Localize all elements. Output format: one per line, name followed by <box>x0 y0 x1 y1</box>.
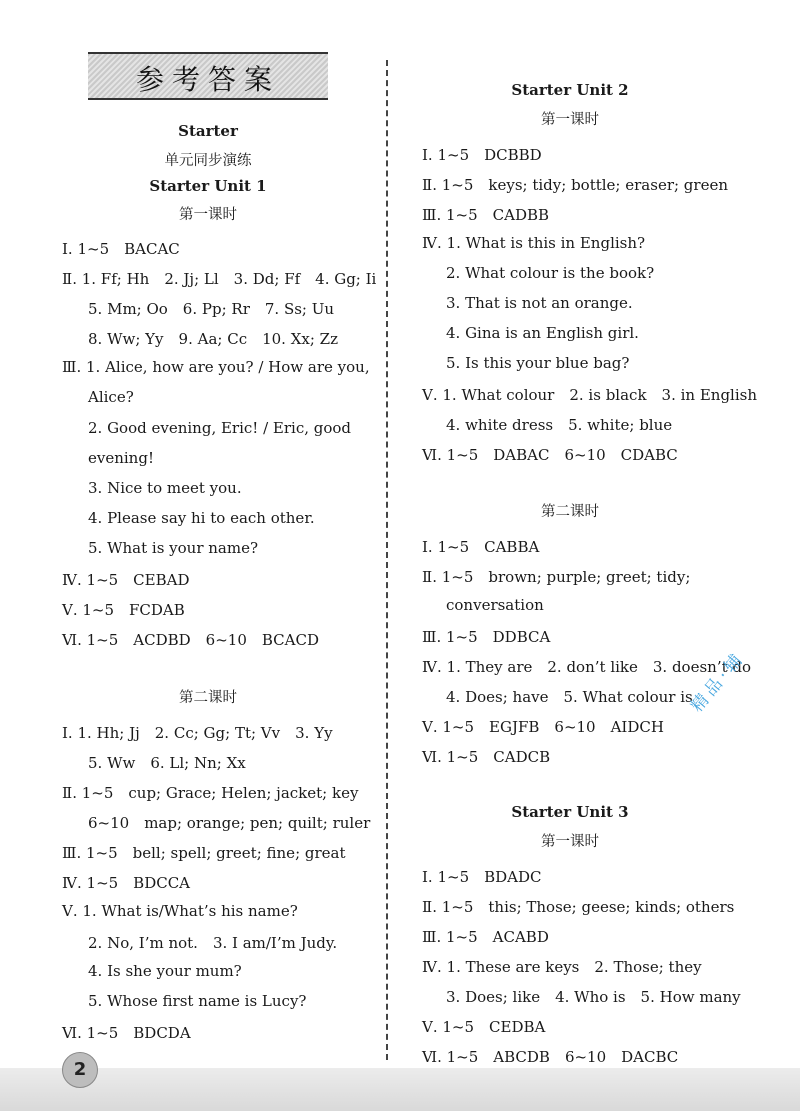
subsection-title: 单元同步演练 <box>164 153 252 169</box>
answer-line: Ⅳ. 1~5 CEBAD <box>62 571 190 589</box>
answer-line: Ⅱ. 1. Ff; Hh 2. Jj; Ll 3. Dd; Ff 4. Gg; Ii <box>62 270 377 288</box>
answer-line: Ⅴ. 1. What is/What’s his name? <box>62 902 298 920</box>
answer-line: Ⅵ. 1~5 DABAC 6~10 CDABC <box>422 446 678 464</box>
answer-line: Ⅱ. 1~5 brown; purple; greet; tidy; <box>422 568 691 586</box>
answer-line: Ⅵ. 1~5 ABCDB 6~10 DACBC <box>422 1048 679 1066</box>
answer-line: 6~10 map; orange; pen; quilt; ruler <box>88 814 371 832</box>
answer-line: Ⅰ. 1~5 DCBBD <box>422 146 542 164</box>
answer-line: Ⅴ. 1~5 CEDBA <box>422 1018 546 1036</box>
answer-line: conversation <box>446 596 544 614</box>
answer-line: Ⅳ. 1. They are 2. don’t like 3. doesn’t do <box>422 658 752 676</box>
answer-line: Ⅵ. 1~5 CADCB <box>422 748 551 766</box>
answer-line: 5. Is this your blue bag? <box>446 354 630 372</box>
answer-line: 8. Ww; Yy 9. Aa; Cc 10. Xx; Zz <box>88 330 338 348</box>
answer-line: Ⅴ. 1~5 EGJFB 6~10 AIDCH <box>422 718 664 736</box>
answer-line: Ⅳ. 1~5 BDCCA <box>62 874 191 892</box>
answer-line: 5. Whose first name is Lucy? <box>88 992 307 1010</box>
answer-line: Ⅰ. 1. Hh; Jj 2. Cc; Gg; Tt; Vv 3. Yy <box>62 724 333 742</box>
lesson-title: 第二课时 <box>541 504 599 520</box>
answer-line: Ⅲ. 1~5 DDBCA <box>422 628 551 646</box>
answer-line: 4. Does; have 5. What colour is <box>446 688 693 706</box>
answer-line: 5. What is your name? <box>88 539 259 557</box>
answer-line: Ⅴ. 1. What colour 2. is black 3. in English <box>422 386 758 404</box>
answer-line: Ⅰ. 1~5 BACAC <box>62 240 180 258</box>
answer-line: 2. No, I’m not. 3. I am/I’m Judy. <box>88 934 338 952</box>
answer-line: Ⅲ. 1. Alice, how are you? / How are you, <box>62 358 370 376</box>
banner-title: 参考答案 <box>135 63 280 96</box>
lesson-title: 第一课时 <box>541 834 599 850</box>
answer-line: 2. What colour is the book? <box>446 264 655 282</box>
lesson-title: 第一课时 <box>541 112 599 128</box>
answer-line: Ⅲ. 1~5 CADBB <box>422 206 550 224</box>
answer-line: Ⅱ. 1~5 keys; tidy; bottle; eraser; green <box>422 176 728 194</box>
answer-line: Ⅳ. 1. These are keys 2. Those; they <box>422 958 702 976</box>
lesson-title: 第一课时 <box>179 207 237 223</box>
answer-line: Ⅰ. 1~5 BDADC <box>422 868 542 886</box>
answer-line: Ⅵ. 1~5 BDCDA <box>62 1024 191 1042</box>
answer-line: 4. Please say hi to each other. <box>88 509 315 527</box>
answer-line: Ⅳ. 1. What is this in English? <box>422 234 646 252</box>
answer-line: Ⅰ. 1~5 CABBA <box>422 538 540 556</box>
answer-line: 5. Ww 6. Ll; Nn; Xx <box>88 754 246 772</box>
lesson-title: 第二课时 <box>179 690 237 706</box>
answer-key-banner <box>88 52 328 100</box>
answer-line: Ⅱ. 1~5 cup; Grace; Helen; jacket; key <box>62 784 359 802</box>
answer-line: 4. Is she your mum? <box>88 962 242 980</box>
answer-line: 5. Mm; Oo 6. Pp; Rr 7. Ss; Uu <box>88 300 335 318</box>
answer-line: Ⅵ. 1~5 ACDBD 6~10 BCACD <box>62 631 319 649</box>
page-number: 2 <box>62 1052 98 1088</box>
watermark: 精品·辅 <box>687 647 750 717</box>
answer-line: 3. That is not an orange. <box>446 294 633 312</box>
page-footer <box>0 1068 800 1111</box>
answer-line: Ⅲ. 1~5 ACABD <box>422 928 549 946</box>
unit-title: Starter Unit 3 <box>511 803 629 821</box>
section-title: Starter <box>178 122 238 140</box>
unit-title: Starter Unit 2 <box>511 81 629 99</box>
answer-line: Ⅱ. 1~5 this; Those; geese; kinds; others <box>422 898 735 916</box>
answer-line: 4. white dress 5. white; blue <box>446 416 673 434</box>
answer-line: Alice? <box>88 388 134 406</box>
answer-line: 2. Good evening, Eric! / Eric, good <box>88 419 352 437</box>
answer-line: 3. Nice to meet you. <box>88 479 242 497</box>
answer-line: Ⅲ. 1~5 bell; spell; greet; fine; great <box>62 844 346 862</box>
unit-title: Starter Unit 1 <box>149 177 267 195</box>
answer-line: 3. Does; like 4. Who is 5. How many <box>446 988 741 1006</box>
answer-line: 4. Gina is an English girl. <box>446 324 639 342</box>
answer-line: evening! <box>88 449 154 467</box>
answer-line: Ⅴ. 1~5 FCDAB <box>62 601 185 619</box>
